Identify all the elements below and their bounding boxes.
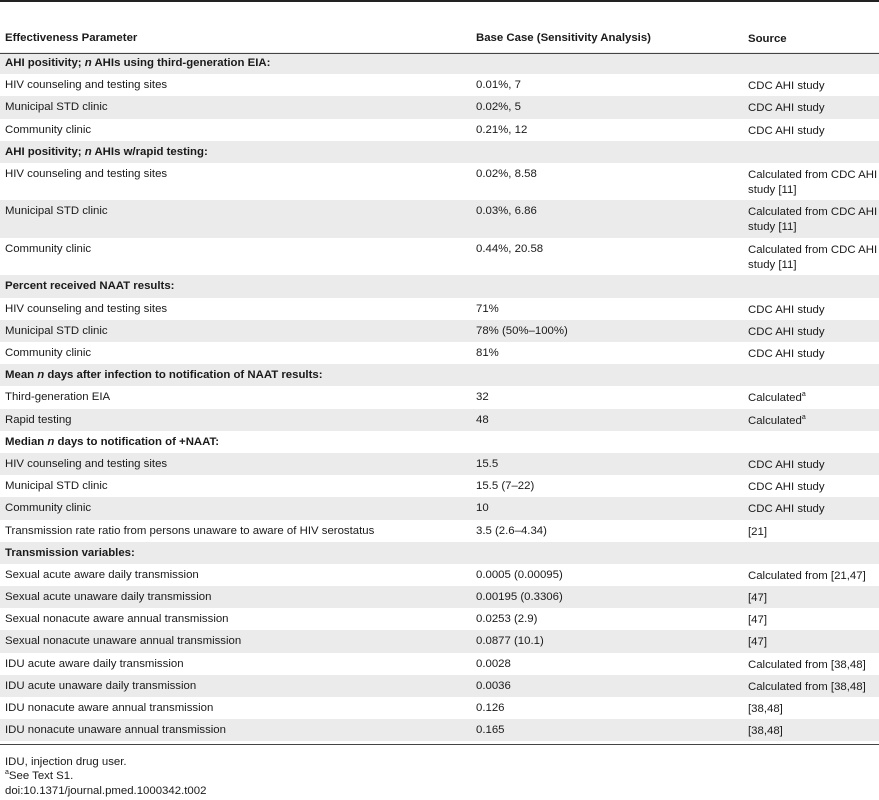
table-row xyxy=(0,520,879,542)
table-row xyxy=(0,386,879,408)
parameter-cell: HIV counseling and testing sites xyxy=(5,79,168,92)
base-case-cell: 0.01%, 7 xyxy=(476,79,521,92)
parameter-cell: HIV counseling and testing sites xyxy=(5,457,168,470)
base-case-cell: 15.5 xyxy=(476,457,499,470)
source-text: Calculated from [38,48] xyxy=(748,680,866,693)
section-title-italic: n xyxy=(37,369,45,382)
table-row xyxy=(0,200,879,238)
parameter-cell: Sexual acute aware daily transmission xyxy=(5,568,199,581)
section-title-text: days to notification of +NAAT: xyxy=(54,435,220,448)
source-text: Calculated from [21,47] xyxy=(748,569,866,582)
section-title-text: Median xyxy=(5,435,48,448)
table-body xyxy=(0,52,879,741)
source-cell xyxy=(748,303,879,318)
base-case-cell: 78% (50%–100%) xyxy=(476,324,568,337)
section-title xyxy=(0,436,879,448)
table-row xyxy=(0,719,879,741)
table-row xyxy=(0,119,879,141)
column-header-source: Source xyxy=(748,33,787,45)
section-header-row xyxy=(0,542,879,564)
section-title-text: Transmission variables: xyxy=(5,546,135,559)
source-text: Calculated xyxy=(748,414,802,427)
base-case-cell: 32 xyxy=(476,391,489,404)
table-row xyxy=(0,675,879,697)
base-case-cell: 0.0036 xyxy=(476,679,511,692)
footnote-a-text: See Text S1. xyxy=(8,770,74,782)
source-cell xyxy=(748,391,879,406)
section-title-text: AHI positivity; xyxy=(5,145,85,158)
source-text: CDC AHI study xyxy=(748,325,825,338)
column-header-parameter: Effectiveness Parameter xyxy=(5,32,138,44)
table-row xyxy=(0,320,879,342)
source-cell xyxy=(748,347,879,362)
base-case-cell: 15.5 (7–22) xyxy=(476,480,535,493)
source-text: CDC AHI study xyxy=(748,124,825,137)
section-title-text: AHI positivity; xyxy=(5,57,85,69)
section-title-text: AHIs using third-generation EIA: xyxy=(91,57,271,69)
source-text: Calculated xyxy=(748,392,802,405)
table-top-rule xyxy=(0,0,879,2)
section-header-row xyxy=(0,364,879,386)
source-text: Calculated from CDC AHI study [11] xyxy=(748,206,878,234)
source-cell xyxy=(748,724,879,739)
base-case-cell: 0.21%, 12 xyxy=(476,123,528,136)
section-title xyxy=(0,146,879,158)
base-case-cell: 71% xyxy=(476,302,499,315)
base-case-cell: 10 xyxy=(476,502,489,515)
source-text: [38,48] xyxy=(748,703,783,715)
footnote-a-marker: a xyxy=(5,769,9,777)
section-title xyxy=(0,57,879,69)
source-cell xyxy=(748,569,879,584)
parameter-cell: IDU nonacute aware annual transmission xyxy=(5,702,214,714)
source-cell xyxy=(748,205,879,235)
section-title-text: AHIs w/rapid testing: xyxy=(91,145,208,158)
source-cell xyxy=(748,702,879,717)
source-text: Calculated from CDC AHI study [11] xyxy=(748,243,878,271)
parameter-cell: IDU acute unaware daily transmission xyxy=(5,679,197,692)
base-case-cell: 0.0877 (10.1) xyxy=(476,635,544,648)
parameter-cell: Third-generation EIA xyxy=(5,391,111,404)
source-text: [47] xyxy=(748,592,767,605)
source-footnote-marker: a xyxy=(801,391,806,399)
section-header-row xyxy=(0,275,879,297)
source-cell xyxy=(748,79,879,94)
table-row xyxy=(0,697,879,719)
table-row xyxy=(0,497,879,519)
base-case-cell: 0.126 xyxy=(476,702,505,714)
parameter-cell: HIV counseling and testing sites xyxy=(5,167,168,180)
base-case-cell: 0.02%, 5 xyxy=(476,101,521,114)
parameter-cell: Municipal STD clinic xyxy=(5,480,108,493)
source-cell xyxy=(748,243,879,273)
parameter-cell: HIV counseling and testing sites xyxy=(5,302,168,315)
effectiveness-parameters-table xyxy=(0,28,879,741)
section-title-italic: n xyxy=(84,145,92,158)
parameter-cell: Community clinic xyxy=(5,502,92,515)
parameter-cell: IDU acute aware daily transmission xyxy=(5,657,184,670)
base-case-cell: 81% xyxy=(476,347,499,359)
source-cell xyxy=(748,325,879,340)
table-row xyxy=(0,586,879,608)
base-case-cell: 48 xyxy=(476,413,489,426)
table-row xyxy=(0,608,879,630)
base-case-cell: 3.5 (2.6–4.34) xyxy=(476,524,547,537)
parameter-cell: Community clinic xyxy=(5,123,92,136)
table-row xyxy=(0,564,879,586)
source-cell xyxy=(748,414,879,429)
table-row xyxy=(0,409,879,431)
section-title-text: Percent received NAAT results: xyxy=(5,280,175,293)
parameter-cell: Municipal STD clinic xyxy=(5,101,108,114)
source-cell xyxy=(748,680,879,695)
section-title-text: days after infection to notification of NAAT results: xyxy=(44,369,323,382)
section-title-italic: n xyxy=(84,57,92,69)
parameter-cell: Sexual nonacute unaware annual transmission xyxy=(5,635,242,648)
table-row xyxy=(0,475,879,497)
table-row xyxy=(0,238,879,276)
section-header-row xyxy=(0,431,879,453)
parameter-cell: Community clinic xyxy=(5,347,92,359)
table-row xyxy=(0,298,879,320)
table-row xyxy=(0,96,879,118)
section-header-row xyxy=(0,52,879,74)
parameter-cell: Community clinic xyxy=(5,242,92,255)
base-case-cell: 0.0028 xyxy=(476,657,511,670)
source-text: CDC AHI study xyxy=(748,348,825,360)
section-title xyxy=(0,280,879,292)
source-cell xyxy=(748,591,879,606)
base-case-cell: 0.00195 (0.3306) xyxy=(476,591,563,604)
section-title xyxy=(0,547,879,559)
source-text: CDC AHI study xyxy=(748,303,825,316)
parameter-cell: Sexual acute unaware daily transmission xyxy=(5,591,212,604)
table-row xyxy=(0,163,879,201)
base-case-cell: 0.165 xyxy=(476,724,505,737)
source-footnote-marker: a xyxy=(801,413,806,421)
table-row xyxy=(0,74,879,96)
parameter-cell: Municipal STD clinic xyxy=(5,324,108,337)
source-cell xyxy=(748,458,879,473)
column-header-base-case: Base Case (Sensitivity Analysis) xyxy=(476,32,651,44)
source-text: CDC AHI study xyxy=(748,503,825,516)
section-header-row xyxy=(0,141,879,163)
source-cell xyxy=(748,502,879,517)
section-title-text: Mean xyxy=(5,369,38,382)
source-cell xyxy=(748,613,879,628)
footnote-abbreviation: IDU, injection drug user. xyxy=(5,756,127,768)
parameter-cell: Municipal STD clinic xyxy=(5,205,108,218)
section-title-italic: n xyxy=(47,435,55,448)
source-text: Calculated from CDC AHI study [11] xyxy=(748,168,878,196)
parameter-cell: Transmission rate ratio from persons unaware to aware of HIV serostatus xyxy=(5,524,375,537)
source-cell xyxy=(748,101,879,116)
source-text: Calculated from [38,48] xyxy=(748,658,866,671)
source-text: [47] xyxy=(748,614,767,627)
doi-text: doi:10.1371/journal.pmed.1000342.t002 xyxy=(5,785,207,797)
table-row xyxy=(0,653,879,675)
table-bottom-rule xyxy=(0,744,879,745)
source-cell xyxy=(748,635,879,650)
source-text: CDC AHI study xyxy=(748,80,825,93)
base-case-cell: 0.0253 (2.9) xyxy=(476,613,538,626)
base-case-cell: 0.03%, 6.86 xyxy=(476,205,537,218)
parameter-cell: Rapid testing xyxy=(5,413,72,426)
parameter-cell: Sexual nonacute aware annual transmission xyxy=(5,613,229,626)
base-case-cell: 0.44%, 20.58 xyxy=(476,242,544,255)
source-cell xyxy=(748,480,879,495)
source-text: CDC AHI study xyxy=(748,102,825,115)
table-row xyxy=(0,342,879,364)
header-rule xyxy=(0,53,879,54)
base-case-cell: 0.02%, 8.58 xyxy=(476,167,537,180)
table-header-row xyxy=(0,28,879,52)
table-row xyxy=(0,453,879,475)
parameter-cell: IDU nonacute unaware annual transmission xyxy=(5,724,226,737)
source-cell xyxy=(748,658,879,673)
source-text: [21] xyxy=(748,525,767,538)
source-cell xyxy=(748,124,879,139)
source-text: CDC AHI study xyxy=(748,481,825,494)
footnote-a xyxy=(5,770,73,782)
table-row xyxy=(0,630,879,652)
source-text: [38,48] xyxy=(748,725,783,738)
base-case-cell: 0.0005 (0.00095) xyxy=(476,568,563,581)
source-cell xyxy=(748,168,879,198)
source-text: [47] xyxy=(748,636,767,649)
source-cell xyxy=(748,525,879,540)
source-text: CDC AHI study xyxy=(748,458,825,471)
section-title xyxy=(0,369,879,381)
